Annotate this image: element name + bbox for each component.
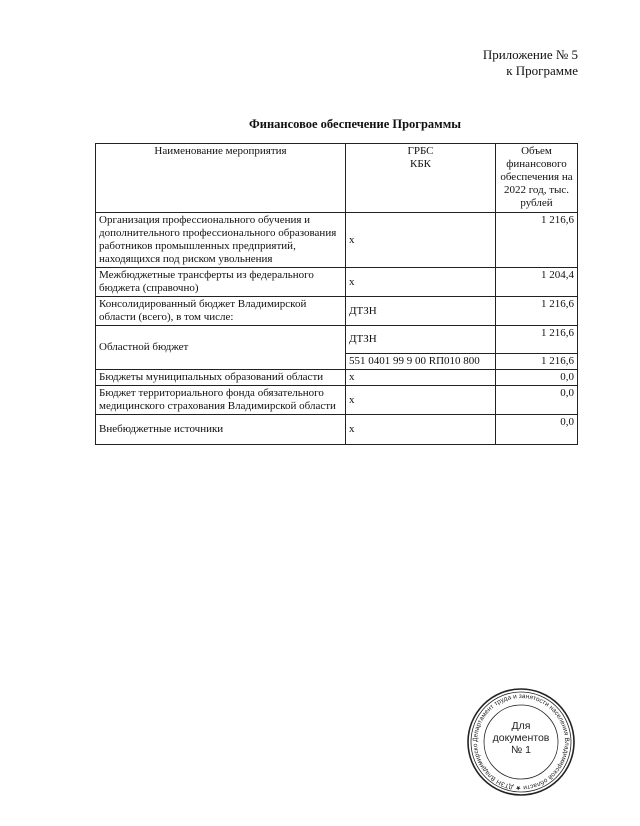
stamp-line3: № 1 [510,744,532,756]
header-name: Наименование мероприятия [96,144,346,213]
row-code: x [346,370,496,386]
row-amount-kbk: 1 216,6 [496,354,578,370]
row-amount: 1 204,4 [496,268,578,297]
appendix-label [483,47,578,79]
document-title: Финансовое обеспечение Программы [249,117,461,131]
table-row [96,213,578,268]
row-amount: 1 216,6 [496,213,578,268]
row-name: Межбюджетные трансферты из федерального бюджета (справочно) [96,268,346,297]
header-grbs [346,144,496,213]
row-code: x [346,268,496,297]
appendix-number: Приложение № 5 [482,47,578,62]
row-code: x [346,213,496,268]
row-code: ДТЗН [346,297,496,326]
table-row [96,268,578,297]
stamp-ring-text: Департамент труда и занятости населения Владимирской области ★ ДТЗН Владимирско [471,692,571,792]
row-code: ДТЗН [346,326,496,354]
header-grbs-line2: КБК [410,158,431,170]
stamp-line2: документов [492,732,550,744]
table-header-row [96,144,578,213]
table-row [96,326,578,354]
row-name: Консолидированный бюджет Владимирской области (всего), в том числе: [96,297,346,326]
stamp-center-text [466,720,576,756]
row-name: Бюджет территориального фонда обязательного медицинского страхования Владимирской области [96,386,346,415]
round-stamp [466,687,576,797]
header-amount: Объем финансового обеспечения на 2022 год, тыс. рублей [496,144,578,213]
table-row [96,415,578,445]
row-amount: 1 216,6 [496,297,578,326]
row-name: Бюджеты муниципальных образований области [96,370,346,386]
row-amount: 0,0 [496,370,578,386]
row-amount: 0,0 [496,386,578,415]
row-code: x [346,386,496,415]
appendix-program: к Программе [506,63,578,78]
header-grbs-line1: ГРБС [407,145,434,157]
table-row [96,297,578,326]
table-row [96,370,578,386]
table-row [96,386,578,415]
row-amount: 0,0 [496,415,578,445]
row-amount: 1 216,6 [496,326,578,354]
row-name: Областной бюджет [96,326,346,370]
row-name: Внебюджетные источники [96,415,346,445]
row-name: Организация профессионального обучения и дополнительного профессионального образования работников промышленных предприятий, находящихся под риском увольнения [96,213,346,268]
financing-table [95,143,578,445]
stamp-line1: Для [511,720,531,732]
row-code: x [346,415,496,445]
row-code-kbk: 551 0401 99 9 00 RП010 800 [346,354,496,370]
